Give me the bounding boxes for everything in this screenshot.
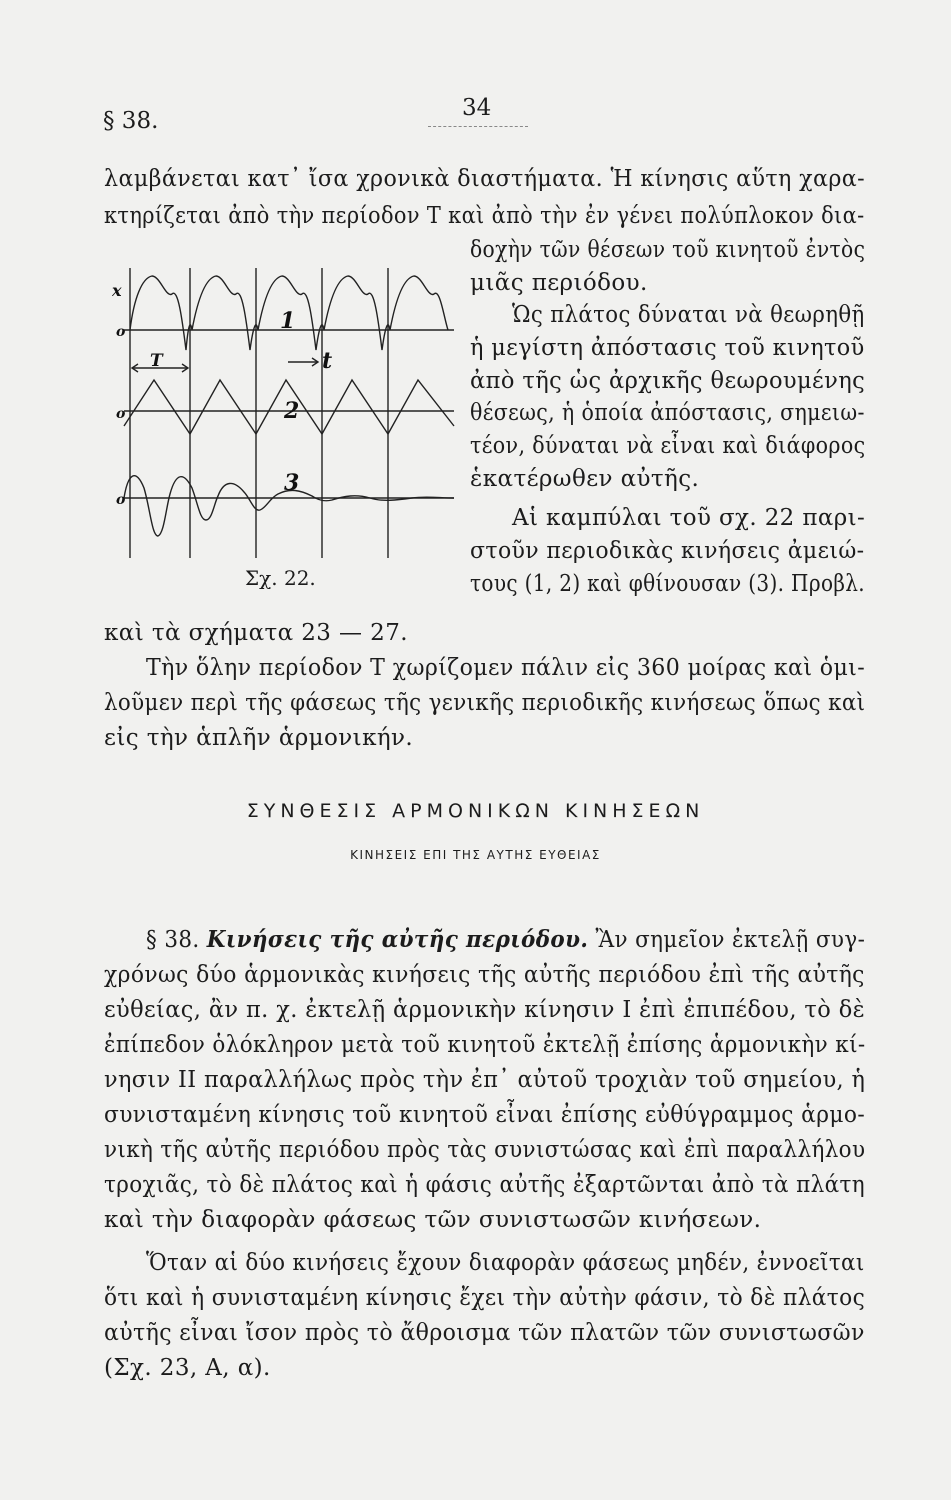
text-line: στοῦν περιοδικὰς κινήσεις ἀμειώ-	[470, 538, 865, 564]
paragraph-title: Κινήσεις τῆς αὐτῆς περιόδου.	[206, 926, 589, 953]
text-line: Ὅταν αἱ δύο κινήσεις ἔχουν διαφορὰν φάσεως μηδέν, ἐννοεῖται	[146, 1250, 865, 1276]
period-label: T	[150, 351, 163, 371]
text-line: τέον, δύναται νὰ εἶναι καὶ διάφορος	[470, 433, 866, 459]
paragraph-first-line	[146, 926, 865, 953]
curve-label-2: 2	[284, 398, 300, 424]
text-line: Αἱ καμπύλαι τοῦ σχ. 22 παρι-	[512, 505, 866, 531]
text-line: λοῦμεν περὶ τῆς φάσεως τῆς γενικῆς περιοδικῆς κινήσεως ὅπως καὶ	[104, 690, 866, 716]
text-line: ἡ μεγίστη ἀπόστασις τοῦ κινητοῦ	[470, 335, 865, 361]
text-line: μιᾶς περιόδου.	[470, 270, 648, 296]
text-line: καὶ τὰ σχήματα 23 — 27.	[104, 620, 408, 646]
text-line: αὐτῆς εἶναι ἴσον πρὸς τὸ ἄθροισμα τῶν πλατῶν τῶν συνιστωσῶν	[104, 1320, 865, 1346]
text-line: ὅτι καὶ ἡ συνισταμένη κίνησις ἔχει τὴν αὐτὴν φάσιν, τὸ δὲ πλάτος	[104, 1285, 866, 1311]
text-line: δοχὴν τῶν θέσεων τοῦ κινητοῦ ἐντὸς	[470, 237, 866, 263]
time-label: t	[322, 348, 333, 374]
section-marker: § 38.	[103, 108, 159, 134]
text-line: τους (1, 2) καὶ φθίνουσαν (3). Προβλ.	[470, 571, 866, 597]
text-line: νησιν ΙΙ παραλλήλως πρὸς τὴν ἐπ᾽ αὐτοῦ τροχιὰν τοῦ σημείου, ἡ	[104, 1067, 866, 1093]
text-line: ἑκατέρωθεν αὐτῆς.	[470, 466, 700, 492]
text-line: καὶ τὴν διαφορὰν φάσεως τῶν συνιστωσῶν κινήσεων.	[104, 1207, 762, 1233]
paragraph-first-line-rest: Ἂν σημεῖον ἐκτελῇ συγ-	[595, 927, 866, 953]
text-line: θέσεως, ἡ ὁποία ἀπόστασις, σημειω-	[470, 400, 865, 426]
text-line: εὐθείας, ἂν π. χ. ἐκτελῇ ἁρμονικὴν κίνησιν Ι ἐπὶ ἐπιπέδου, τὸ δὲ	[104, 997, 866, 1023]
figure-caption: Σχ. 22.	[245, 566, 316, 590]
paragraph-number: § 38.	[146, 927, 200, 953]
origin-label: o	[116, 406, 126, 422]
text-line: Τὴν ὅλην περίοδον Τ χωρίζομεν πάλιν εἰς 360 μοίρας καὶ ὁμι-	[146, 655, 866, 681]
figure-22-periodic-curves	[112, 258, 462, 578]
origin-label: o	[116, 324, 126, 340]
origin-label: o	[116, 492, 126, 508]
text-line: κτηρίζεται ἀπὸ τὴν περίοδον Τ καὶ ἀπὸ τὴν ἐν γένει πολύπλοκον δια-	[104, 203, 865, 229]
x-axis-label: x	[112, 281, 122, 300]
text-line: Ὡς πλάτος δύναται νὰ θεωρηθῇ	[512, 302, 865, 328]
text-line: λαμβάνεται κατ᾽ ἴσα χρονικὰ διαστήματα. Ἡ κίνησις αὕτη χαρα-	[104, 166, 866, 192]
text-line: (Σχ. 23, Α, α).	[104, 1355, 271, 1381]
header-rule	[428, 126, 528, 127]
section-subheading: ΚΙΝΗΣΕΙΣ ΕΠΙ ΤΗΣ ΑΥΤΗΣ ΕΥΘΕΙΑΣ	[350, 848, 601, 862]
text-line: συνισταμένη κίνησις τοῦ κινητοῦ εἶναι ἐπίσης εὐθύγραμμος ἁρμο-	[104, 1102, 866, 1128]
page-number: 34	[462, 95, 492, 121]
curve-label-3: 3	[284, 470, 300, 496]
text-line: ἐπίπεδον ὁλόκληρον μετὰ τοῦ κινητοῦ ἐκτελῇ ἐπίσης ἁρμονικὴν κί-	[104, 1032, 866, 1058]
text-line: νικὴ τῆς αὐτῆς περιόδου πρὸς τὰς συνιστώσας καὶ ἐπὶ παραλλήλου	[104, 1137, 866, 1163]
text-line: εἰς τὴν ἁπλῆν ἁρμονικήν.	[104, 725, 414, 751]
text-line: χρόνως δύο ἁρμονικὰς κινήσεις τῆς αὐτῆς περιόδου ἐπὶ τῆς αὐτῆς	[104, 962, 865, 988]
text-line: τροχιᾶς, τὸ δὲ πλάτος καὶ ἡ φάσις αὐτῆς ἐξαρτῶνται ἀπὸ τὰ πλάτη	[104, 1172, 866, 1198]
curve-label-1: 1	[280, 308, 296, 334]
section-heading: ΣΥΝΘΕΣΙΣ ΑΡΜΟΝΙΚΩΝ ΚΙΝΗΣΕΩΝ	[246, 800, 705, 822]
text-line: ἀπὸ τῆς ὡς ἀρχικῆς θεωρουμένης	[470, 368, 866, 394]
